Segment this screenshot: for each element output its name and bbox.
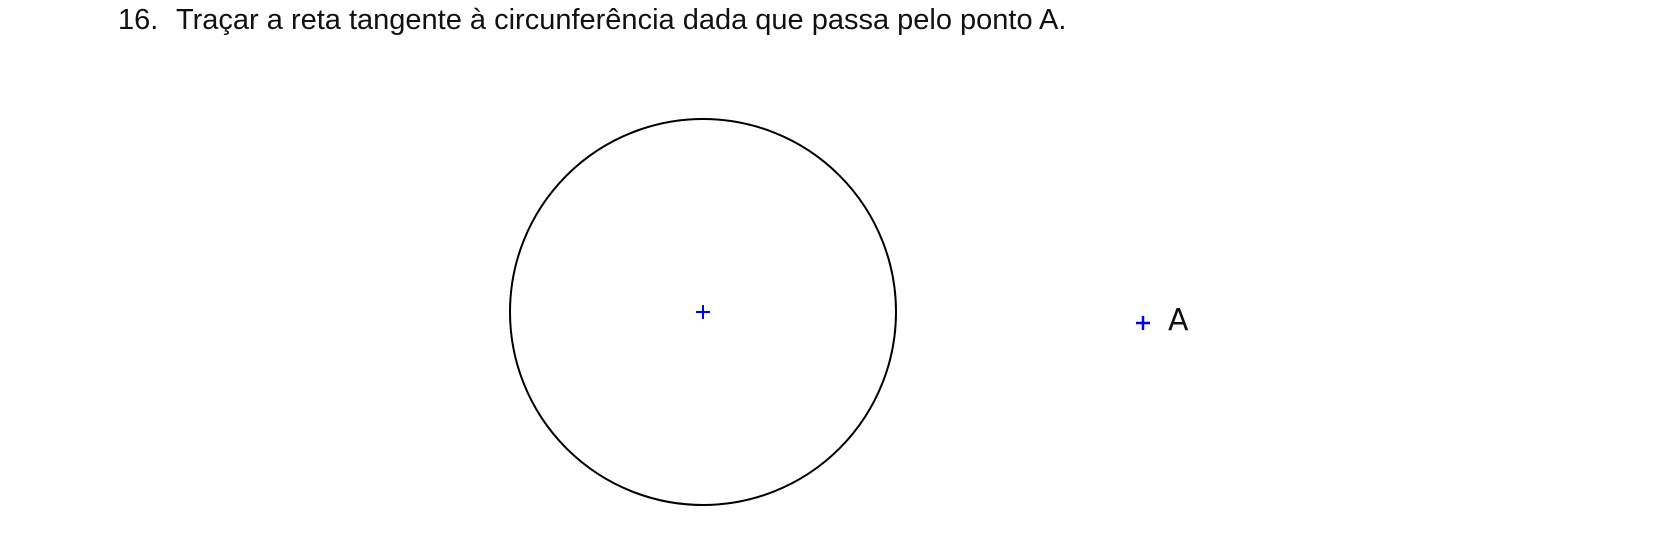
- circle-center-marker: [696, 305, 710, 319]
- exercise-statement: Traçar a reta tangente à circunferência dada que passa pelo ponto A.: [176, 4, 1067, 36]
- exercise-number: 16.: [118, 4, 159, 36]
- point-a-label: A: [1168, 303, 1189, 338]
- point-a-marker: [1136, 316, 1150, 330]
